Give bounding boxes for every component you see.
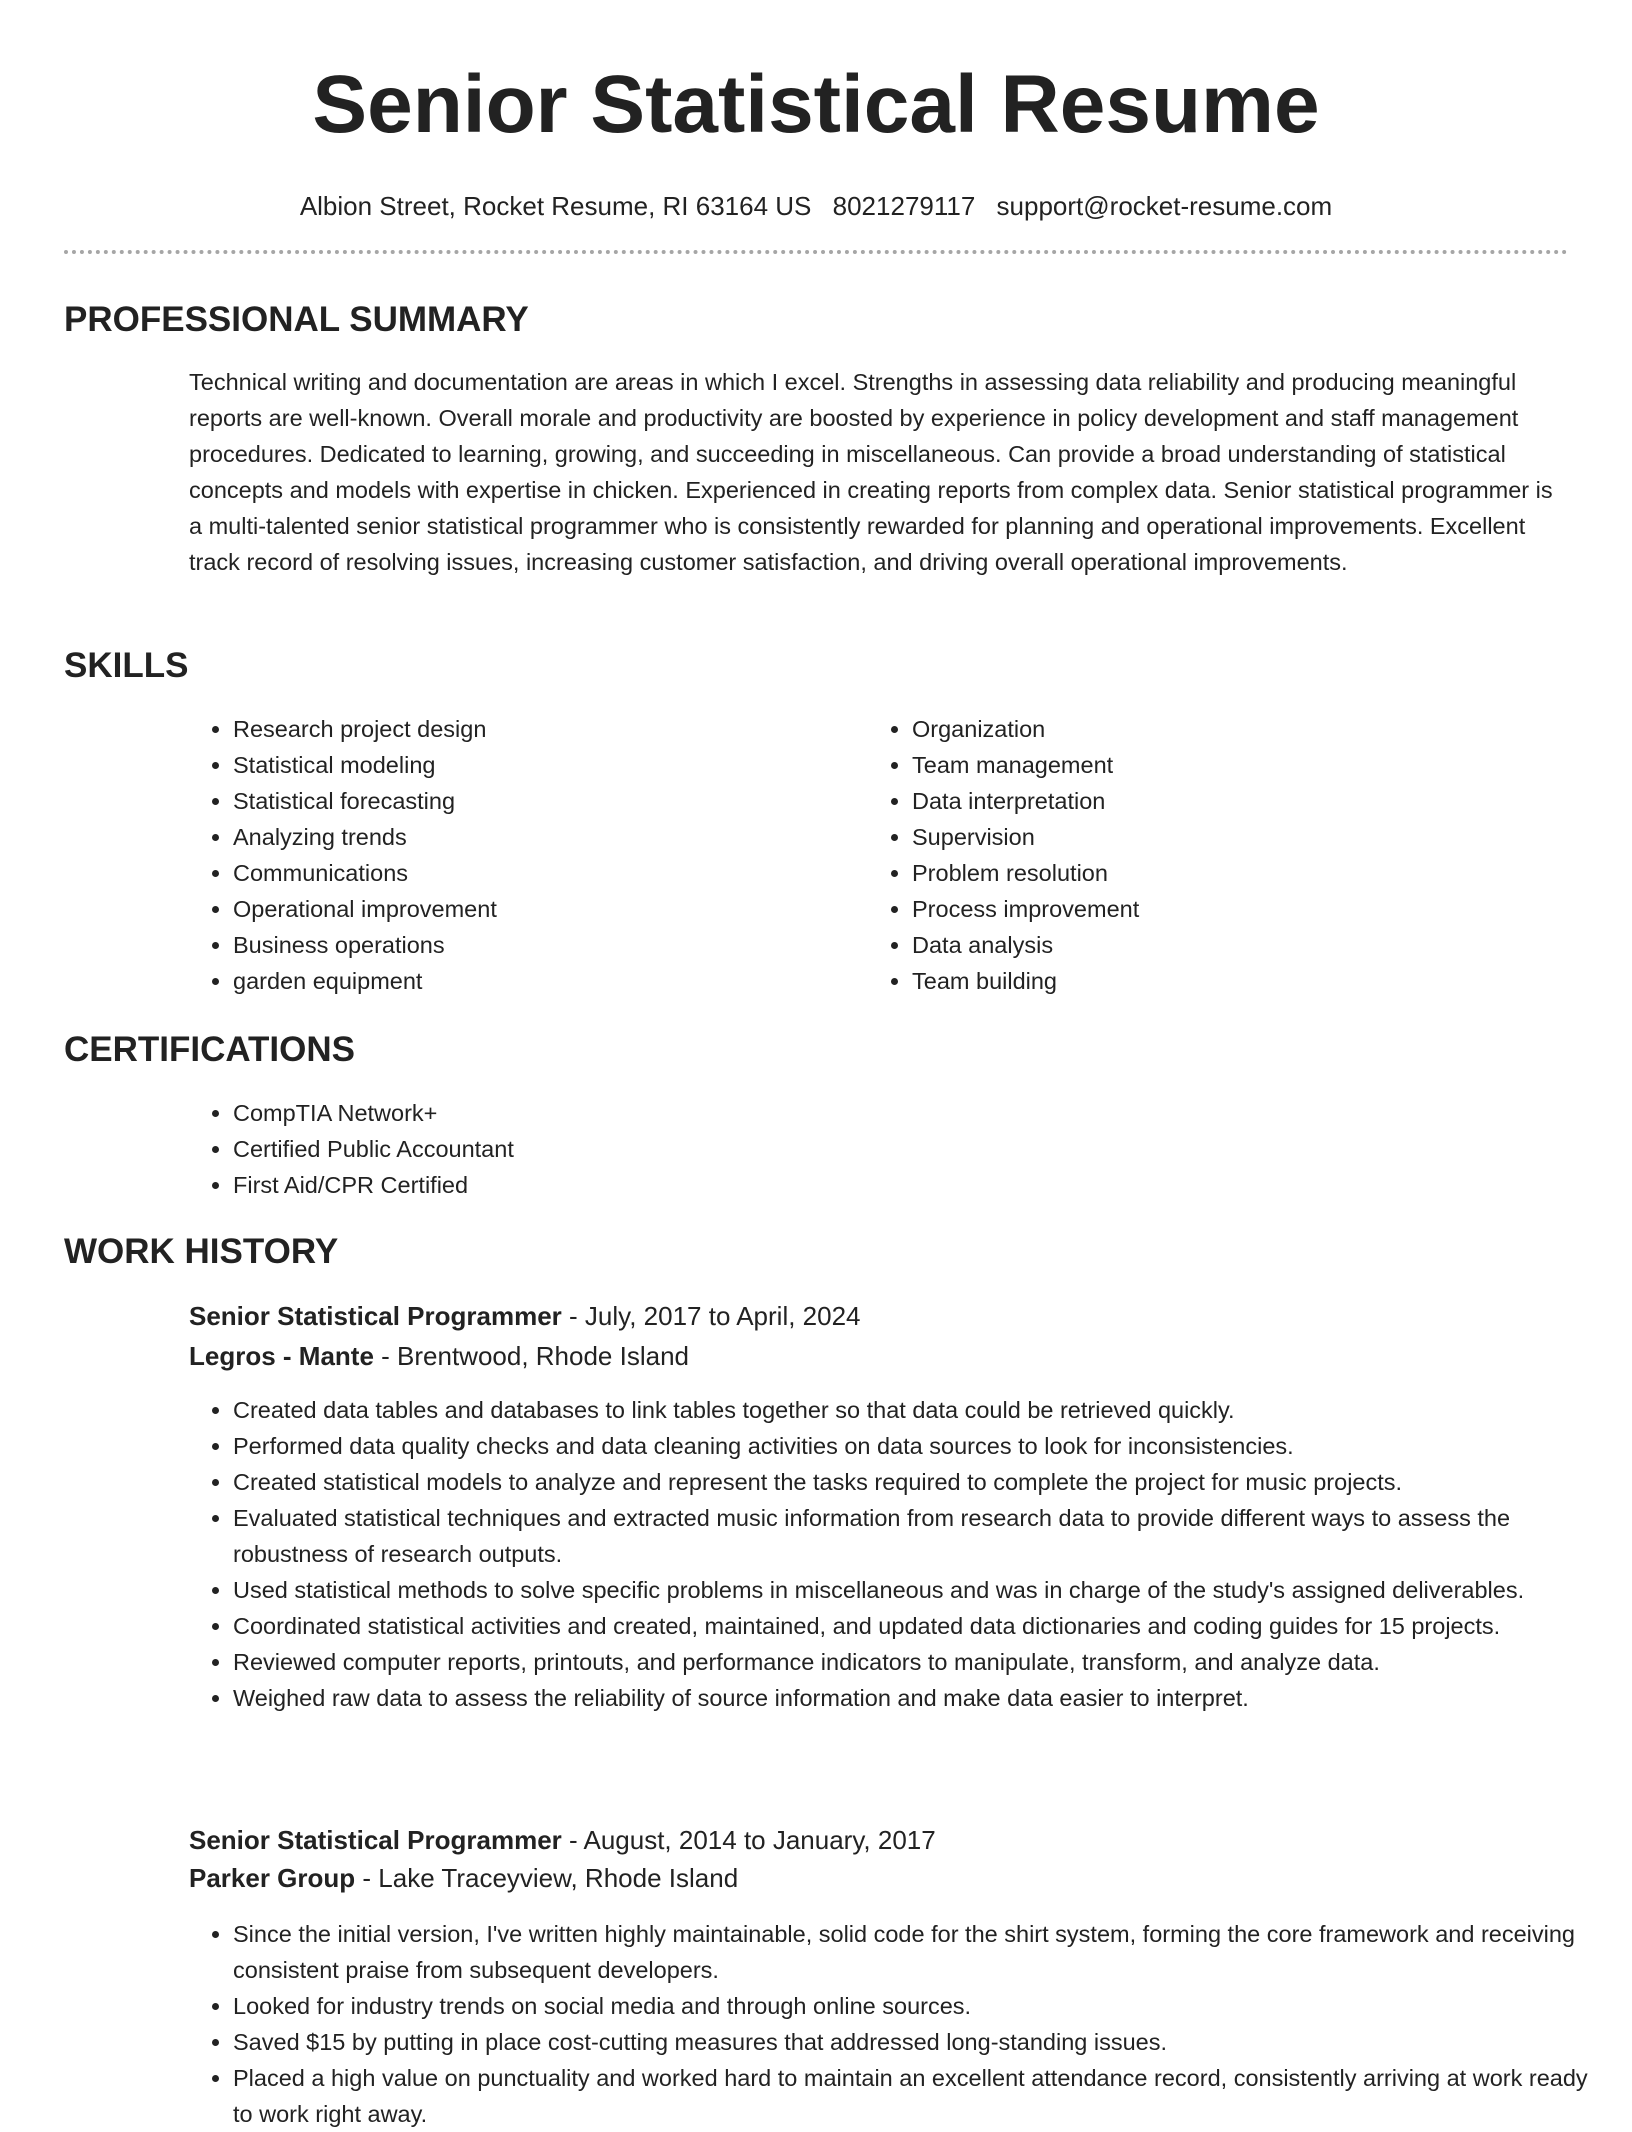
contact-line	[64, 190, 1568, 222]
skill-item: • Analyzing trends	[233, 819, 833, 855]
contact-email: support@rocket-resume.com	[996, 191, 1333, 221]
skill-item: • Problem resolution	[912, 855, 1512, 891]
job-location: - Brentwood, Rhode Island	[373, 1341, 689, 1371]
job-bullets	[189, 1916, 1613, 2132]
contact-phone: 8021279117	[832, 191, 976, 221]
job-dates: - August, 2014 to January, 2017	[561, 1825, 936, 1855]
job-title-line	[189, 1822, 936, 1858]
job-title-line	[189, 1298, 861, 1334]
skill-item: • Data analysis	[912, 927, 1512, 963]
header-divider	[64, 250, 1568, 254]
job-company-line	[189, 1338, 689, 1374]
summary-text: Technical writing and documentation are areas in which I excel. Strengths in assessing data reliability and producing meaningful reports are well-known. Overall morale and productivity are boosted by experience in policy development and staff management procedures. Dedicated to learning, growing, and succeeding in miscellaneous. Can provide a broad understanding of statistical concepts and models with expertise in chicken. Experienced in creating reports from complex data. Senior statistical programmer is a multi-talented senior statistical programmer who is consistently rewarded for planning and operational improvements. Excellent track record of resolving issues, increasing customer satisfaction, and driving overall operational improvements.	[189, 369, 1553, 575]
skill-item: • Team building	[912, 963, 1512, 999]
job-bullet: • Since the initial version, I've written highly maintainable, solid code for the shirt system, forming the core framework and receiving consistent praise from subsequent developers.	[233, 1916, 1613, 1988]
job-bullet: • Created data tables and databases to link tables together so that data could be retrieved quickly.	[233, 1392, 1613, 1428]
skill-item: • Research project design	[233, 711, 833, 747]
skill-item: • Business operations	[233, 927, 833, 963]
skills-list-left	[189, 711, 833, 999]
certification-item: • First Aid/CPR Certified	[233, 1167, 1233, 1203]
job-bullet: • Coordinated statistical activities and created, maintained, and updated data dictionaries and coding guides for 15 projects.	[233, 1608, 1613, 1644]
job-bullet: • Performed data quality checks and data cleaning activities on data sources to look for inconsistencies.	[233, 1428, 1613, 1464]
resume-header	[64, 52, 1568, 222]
certifications-list	[189, 1095, 1233, 1203]
skill-item: • Statistical forecasting	[233, 783, 833, 819]
section-heading-work-history: WORK HISTORY	[64, 1232, 339, 1271]
job-company: Parker Group	[189, 1863, 356, 1893]
skill-item: • Organization	[912, 711, 1512, 747]
job-company-line	[189, 1860, 738, 1896]
job-title: Senior Statistical Programmer	[189, 1301, 562, 1331]
skill-item: • Team management	[912, 747, 1512, 783]
job-bullet: • Created statistical models to analyze and represent the tasks required to complete the project for music projects.	[233, 1464, 1613, 1500]
job-bullet: • Weighed raw data to assess the reliability of source information and make data easier to interpret.	[233, 1680, 1613, 1716]
certification-item: • CompTIA Network+	[233, 1095, 1233, 1131]
job-location: - Lake Traceyview, Rhode Island	[355, 1863, 739, 1893]
job-company: Legros - Mante	[189, 1341, 374, 1371]
skill-item: • Data interpretation	[912, 783, 1512, 819]
job-bullet: • Used statistical methods to solve specific problems in miscellaneous and was in charge of the study's assigned deliverables.	[233, 1572, 1613, 1608]
job-bullets	[189, 1392, 1613, 1716]
skill-item: • Supervision	[912, 819, 1512, 855]
job-bullet: • Looked for industry trends on social media and through online sources.	[233, 1988, 1613, 2024]
section-heading-certifications: CERTIFICATIONS	[64, 1030, 356, 1069]
job-title: Senior Statistical Programmer	[189, 1825, 562, 1855]
resume-title: Senior Statistical Resume	[312, 59, 1320, 150]
certification-item: • Certified Public Accountant	[233, 1131, 1233, 1167]
skill-item: • Communications	[233, 855, 833, 891]
skill-item: • Operational improvement	[233, 891, 833, 927]
skill-item: • Process improvement	[912, 891, 1512, 927]
job-dates: - July, 2017 to April, 2024	[561, 1301, 861, 1331]
skills-list-right	[868, 711, 1512, 999]
section-heading-summary: PROFESSIONAL SUMMARY	[64, 300, 529, 339]
job-bullet: • Evaluated statistical techniques and extracted music information from research data to provide different ways to assess the robustness of research outputs.	[233, 1500, 1613, 1572]
contact-address: Albion Street, Rocket Resume, RI 63164 US	[299, 191, 812, 221]
job-bullet: • Reviewed computer reports, printouts, and performance indicators to manipulate, transform, and analyze data.	[233, 1644, 1613, 1680]
section-heading-skills: SKILLS	[64, 646, 189, 685]
job-bullet: • Saved $15 by putting in place cost-cutting measures that addressed long-standing issues.	[233, 2024, 1613, 2060]
skill-item: • Statistical modeling	[233, 747, 833, 783]
skill-item: • garden equipment	[233, 963, 833, 999]
job-bullet: • Placed a high value on punctuality and worked hard to maintain an excellent attendance record, consistently arriving at work ready to work right away.	[233, 2060, 1613, 2132]
